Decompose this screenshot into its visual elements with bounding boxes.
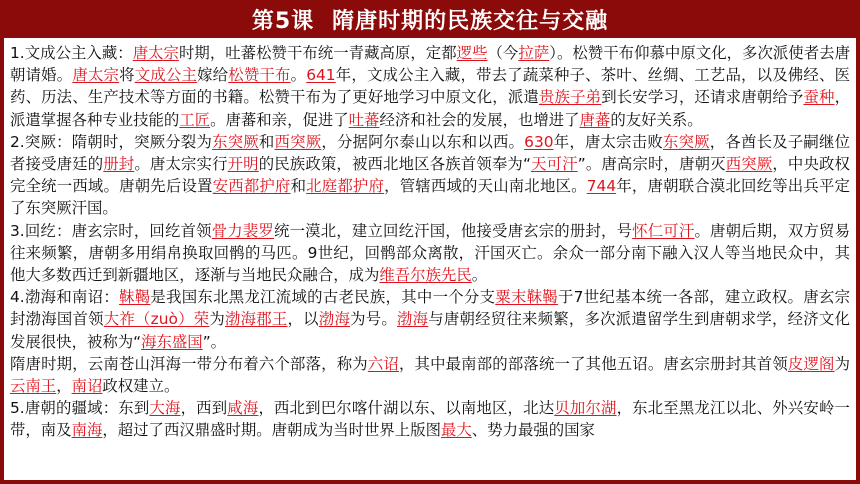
text-run: 1.文成公主入藏： bbox=[10, 44, 133, 62]
text-run: 嫁给 bbox=[197, 66, 229, 85]
keyword: 东突厥 bbox=[662, 132, 710, 151]
text-run: ，中央政权完全统一西域。唐朝先后设置 bbox=[10, 155, 850, 196]
keyword: 744 bbox=[586, 177, 617, 196]
keyword: 641 bbox=[306, 66, 336, 85]
text-run: ，西北到巴尔喀什湖以东、以南地区，北达 bbox=[258, 399, 555, 418]
lesson-number: 第5课 bbox=[251, 8, 315, 34]
keyword: 南海 bbox=[71, 421, 103, 440]
text-run: 统一漠北，建立回纥汗国，他接受唐玄宗的册封，号 bbox=[274, 221, 633, 240]
keyword: 工匠 bbox=[179, 110, 211, 129]
keyword: 东突厥 bbox=[212, 132, 259, 151]
section-jiangyu bbox=[10, 397, 850, 441]
text-run: 4.渤海和南诏： bbox=[10, 288, 120, 307]
keyword: 唐太宗 bbox=[72, 66, 120, 85]
keyword: 大海 bbox=[149, 399, 181, 418]
text-run: ，分据阿尔泰山以东和以西。 bbox=[321, 132, 525, 151]
text-run: （今 bbox=[487, 44, 519, 62]
lesson-topic: 隋唐时期的民族交往与交融 bbox=[332, 8, 609, 34]
text-run: 年，文成公主入藏，带去了蔬菜种子、茶叶、丝绸、工艺品，以及佛经、医药、历法、生产技术等方面的书籍。松赞干布为了更好地学习中原文化，派遣 bbox=[10, 66, 850, 107]
keyword: 唐蕃 bbox=[579, 110, 611, 129]
text-run: ，各酋长及子嗣继位者接受唐廷的 bbox=[10, 132, 850, 174]
keyword: 蚕种 bbox=[803, 88, 835, 107]
keyword: 贝加尔湖 bbox=[554, 399, 617, 418]
keyword: 大祚（zuò）荣 bbox=[103, 310, 210, 329]
text-run: 5.唐朝的疆域：东到 bbox=[10, 399, 150, 418]
text-run: 隋唐时期，云南苍山洱海一带分布着六个部落，称为 bbox=[10, 354, 368, 373]
text-run: ，以 bbox=[287, 310, 319, 329]
text-run: 到长安学习，还请求唐朝给予 bbox=[601, 88, 804, 107]
text-run: 和 bbox=[290, 177, 307, 196]
keyword: 天可汗 bbox=[530, 155, 578, 174]
keyword: 骨力裴罗 bbox=[211, 221, 275, 240]
text-run: ）。松赞干布仰慕中原文化，多次派使者去唐朝请婚。 bbox=[10, 44, 850, 85]
keyword: 靺鞨 bbox=[119, 288, 151, 307]
text-run: 。唐太宗实行 bbox=[134, 155, 228, 174]
text-run: ，东北至黑龙江以北、外兴安岭一带，南及 bbox=[10, 399, 850, 440]
keyword: 咸海 bbox=[227, 399, 259, 418]
keyword: 渤海 bbox=[396, 310, 429, 329]
keyword: 拉萨 bbox=[518, 44, 550, 62]
text-run: 的友好关系。 bbox=[610, 110, 703, 129]
keyword: 云南王 bbox=[10, 377, 57, 396]
keyword: 文成公主 bbox=[134, 66, 198, 85]
keyword: 最大 bbox=[440, 421, 472, 440]
section-tujue bbox=[10, 131, 850, 220]
text-run: ， bbox=[56, 377, 72, 396]
keyword: 开明 bbox=[227, 155, 259, 174]
keyword: 粟末靺鞨 bbox=[495, 288, 558, 307]
keyword: 渤海郡王 bbox=[225, 310, 288, 329]
keyword: 南诏 bbox=[71, 377, 103, 396]
keyword: 唐太宗 bbox=[132, 44, 179, 62]
text-run: 。 bbox=[471, 266, 488, 285]
text-run: 年，唐朝联合漠北回纥等出兵平定了东突厥汗国。 bbox=[10, 177, 850, 218]
text-run: 是我国东北黑龙江流域的古老民族，其中一个分支 bbox=[150, 288, 496, 307]
text-run: 为 bbox=[834, 354, 850, 373]
keyword: 皮逻阁 bbox=[787, 354, 835, 373]
keyword: 630 bbox=[524, 132, 554, 151]
text-run: 政权建立。 bbox=[102, 377, 180, 396]
keyword: 西突厥 bbox=[725, 155, 773, 174]
keyword: 册封 bbox=[103, 155, 135, 174]
keyword: 西突厥 bbox=[274, 132, 322, 151]
text-run: ，管辖西域的天山南北地区。 bbox=[384, 177, 587, 196]
keyword: 海东盛国 bbox=[141, 332, 203, 351]
keyword: 逻些 bbox=[456, 44, 488, 62]
keyword: 维吾尔族先民 bbox=[379, 266, 472, 285]
keyword: 安西都护府 bbox=[212, 177, 291, 196]
keyword: 松赞干布 bbox=[228, 66, 291, 85]
keyword: 贵族子弟 bbox=[538, 88, 602, 107]
keyword: 北庭都护府 bbox=[306, 177, 385, 196]
text-run: 和 bbox=[258, 132, 275, 151]
text-run: ，派遣掌握各种专业技能的 bbox=[10, 88, 850, 129]
keyword: 六诏 bbox=[367, 354, 399, 373]
text-run: 为 bbox=[209, 310, 226, 329]
text-run: 与唐朝经贸往来频繁，多次派遣留学生到唐朝求学，经济文化发展很快，被称为“ bbox=[10, 310, 850, 351]
text-run: ，超过了西汉鼎盛时期。唐朝成为当时世界上版图 bbox=[102, 421, 441, 440]
text-run: ，其中最南部的部落统一了其他五诏。唐玄宗册封其首领 bbox=[398, 354, 788, 373]
text-run: 。唐蕃和亲，促进了 bbox=[210, 110, 349, 129]
text-run: 时期，吐蕃松赞干布统一青藏高原，定都 bbox=[178, 44, 457, 62]
text-run: 的民族政策，被西北地区各族首领奉为“ bbox=[258, 155, 531, 174]
section-huihe bbox=[10, 220, 850, 287]
text-run: ”。唐高宗时，唐朝灭 bbox=[577, 155, 726, 174]
keyword: 吐蕃 bbox=[348, 110, 380, 129]
text-run: 3.回纥：唐玄宗时，回纥首领 bbox=[10, 221, 212, 240]
content-panel bbox=[4, 38, 856, 480]
text-run: 年，唐太宗击败 bbox=[553, 132, 663, 151]
keyword: 怀仁可汗 bbox=[632, 221, 695, 240]
text-run: 、势力最强的国家 bbox=[471, 421, 595, 440]
section-bohai-nanzhao bbox=[10, 286, 850, 397]
text-run: 。唐朝后期，双方贸易往来频繁，唐朝多用绢帛换取回鹘的马匹。9世纪，回鹘部众离散，汗国灭亡。余众一部分南下融入汉人等当地民众中，其他大多数西迁到新疆地区，逐渐与当地民众融合，成为 bbox=[10, 221, 850, 285]
text-run: 2.突厥：隋朝时，突厥分裂为 bbox=[10, 132, 213, 151]
keyword: 渤海 bbox=[318, 310, 351, 329]
section-wencheng bbox=[10, 42, 850, 131]
text-run: 。 bbox=[290, 66, 307, 85]
text-run: ”。 bbox=[202, 332, 227, 351]
text-run: 将 bbox=[119, 66, 135, 85]
text-run: 为号。 bbox=[350, 310, 397, 329]
text-run: 于7世纪基本统一各部，建立政权。唐玄宗封渤海国首领 bbox=[10, 288, 850, 329]
text-run: ，西到 bbox=[180, 399, 228, 418]
lesson-title-bar bbox=[0, 0, 860, 38]
text-run: 经济和社会的发展，也增进了 bbox=[379, 110, 580, 129]
